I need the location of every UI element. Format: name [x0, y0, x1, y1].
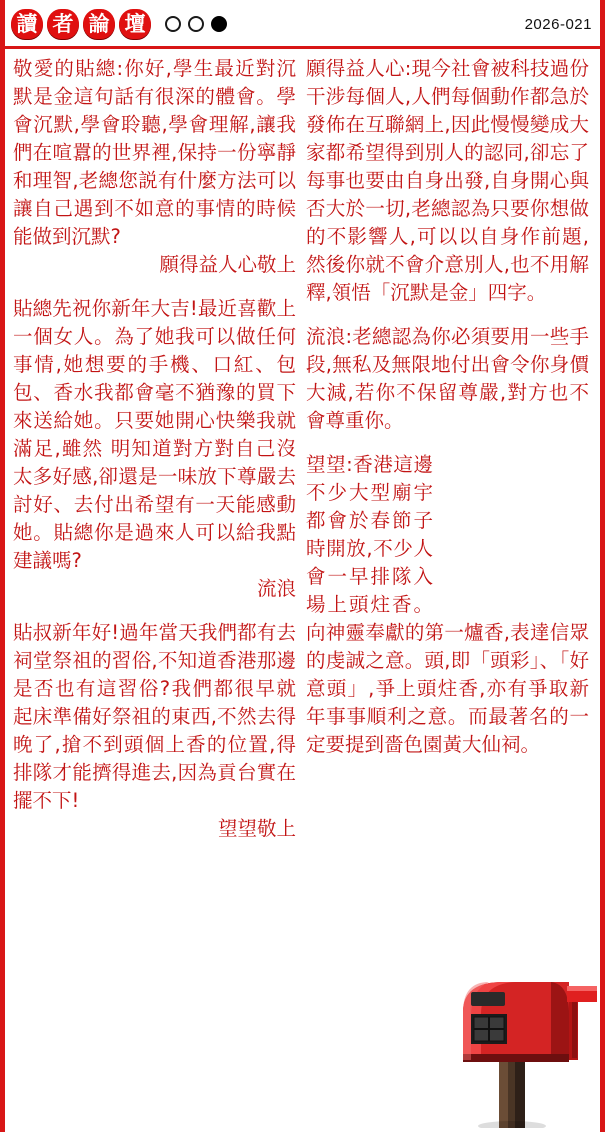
reply-body: 望望:香港這邊不少大型廟宇都會於春節子時開放,不少人會一早排隊入場上頭炷香。向神靈奉獻的第一爐香,表達信眾的虔誠之意。頭,即「頭彩」、「好意頭」,爭上頭炷香,亦有爭取新年事事順利之意。而最著名的一定要提到嗇色園黃大仙祠。 — [306, 453, 589, 756]
masthead — [11, 9, 151, 39]
letter-signature: 望望敬上 — [217, 817, 296, 840]
reply-body: 願得益人心:現今社會被科技過份干涉每個人,人們每個動作都急於發佈在互聯網上,因此慢慢變成大家都希望得到別人的認同,卻忘了每事也要由自身出發,自身開心與否大於一切,老總認為只要你想做的不影響人,可以以自身作前題,然後你就不會介意別人,也不用解釋,領悟「沉默是金」四字。 — [306, 57, 589, 304]
letter-body: 貼叔新年好!過年當天我們都有去祠堂祭祖的習俗,不知道香港那邊是否也有這習俗?我們都很早就起床準備好祭祖的東西,不然去得晚了,搶不到頭個上香的位置,得排隊才能擠得進去,因為貢台實在擺不下! — [13, 621, 296, 812]
header-divider — [5, 46, 600, 49]
reply-item — [306, 323, 589, 435]
reply-item — [306, 451, 589, 759]
masthead-char-2: 者 — [47, 9, 79, 39]
letter-signature: 願得益人心敬上 — [159, 253, 296, 276]
letter-body: 敬愛的貼總:你好,學生最近對沉默是金這句話有很深的體會。學會沉默,學會聆聽,學會理解,讓我們在喧囂的世界裡,保持一份寧靜和理智,老總您説有什麼方法可以讓自己遇到不如意的事情的時候能做到沉默? — [13, 57, 296, 248]
masthead-char-3: 論 — [83, 9, 115, 39]
letter-body: 貼總先祝你新年大吉!最近喜歡上一個女人。為了她我可以做任何事情,她想要的手機、口紅、包包、香水我都會毫不猶豫的買下來送給她。只要她開心快樂我就滿足,雖然 明知道對方對自己沒太多好感,卻還是一味放下尊嚴去討好、去付出希望有一天能感動她。貼總你是過來人可以給我點建議嗎? — [13, 297, 296, 572]
dot-circle-empty-2 — [188, 16, 204, 32]
letter-item — [13, 295, 296, 603]
article-columns — [5, 55, 600, 1125]
reply-body: 流浪:老總認為你必須要用一些手段,無私及無限地付出會令你身價大減,若你不保留尊嚴,對方也不會尊重你。 — [306, 325, 589, 432]
letter-item — [13, 55, 296, 279]
reply-item — [306, 55, 589, 307]
masthead-char-1: 讀 — [11, 9, 43, 39]
column-right — [306, 55, 589, 1125]
dot-circle-empty-1 — [165, 16, 181, 32]
letter-signature: 流浪 — [256, 577, 296, 600]
page-header — [5, 0, 600, 44]
dot-circle-filled — [211, 16, 227, 32]
masthead-char-4: 壇 — [119, 9, 151, 39]
column-left — [13, 55, 296, 1125]
page-number: 2026-021 — [524, 15, 592, 33]
illustration-wrap-spacer — [439, 455, 589, 605]
letter-item — [13, 619, 296, 843]
dot-decoration — [165, 16, 227, 32]
